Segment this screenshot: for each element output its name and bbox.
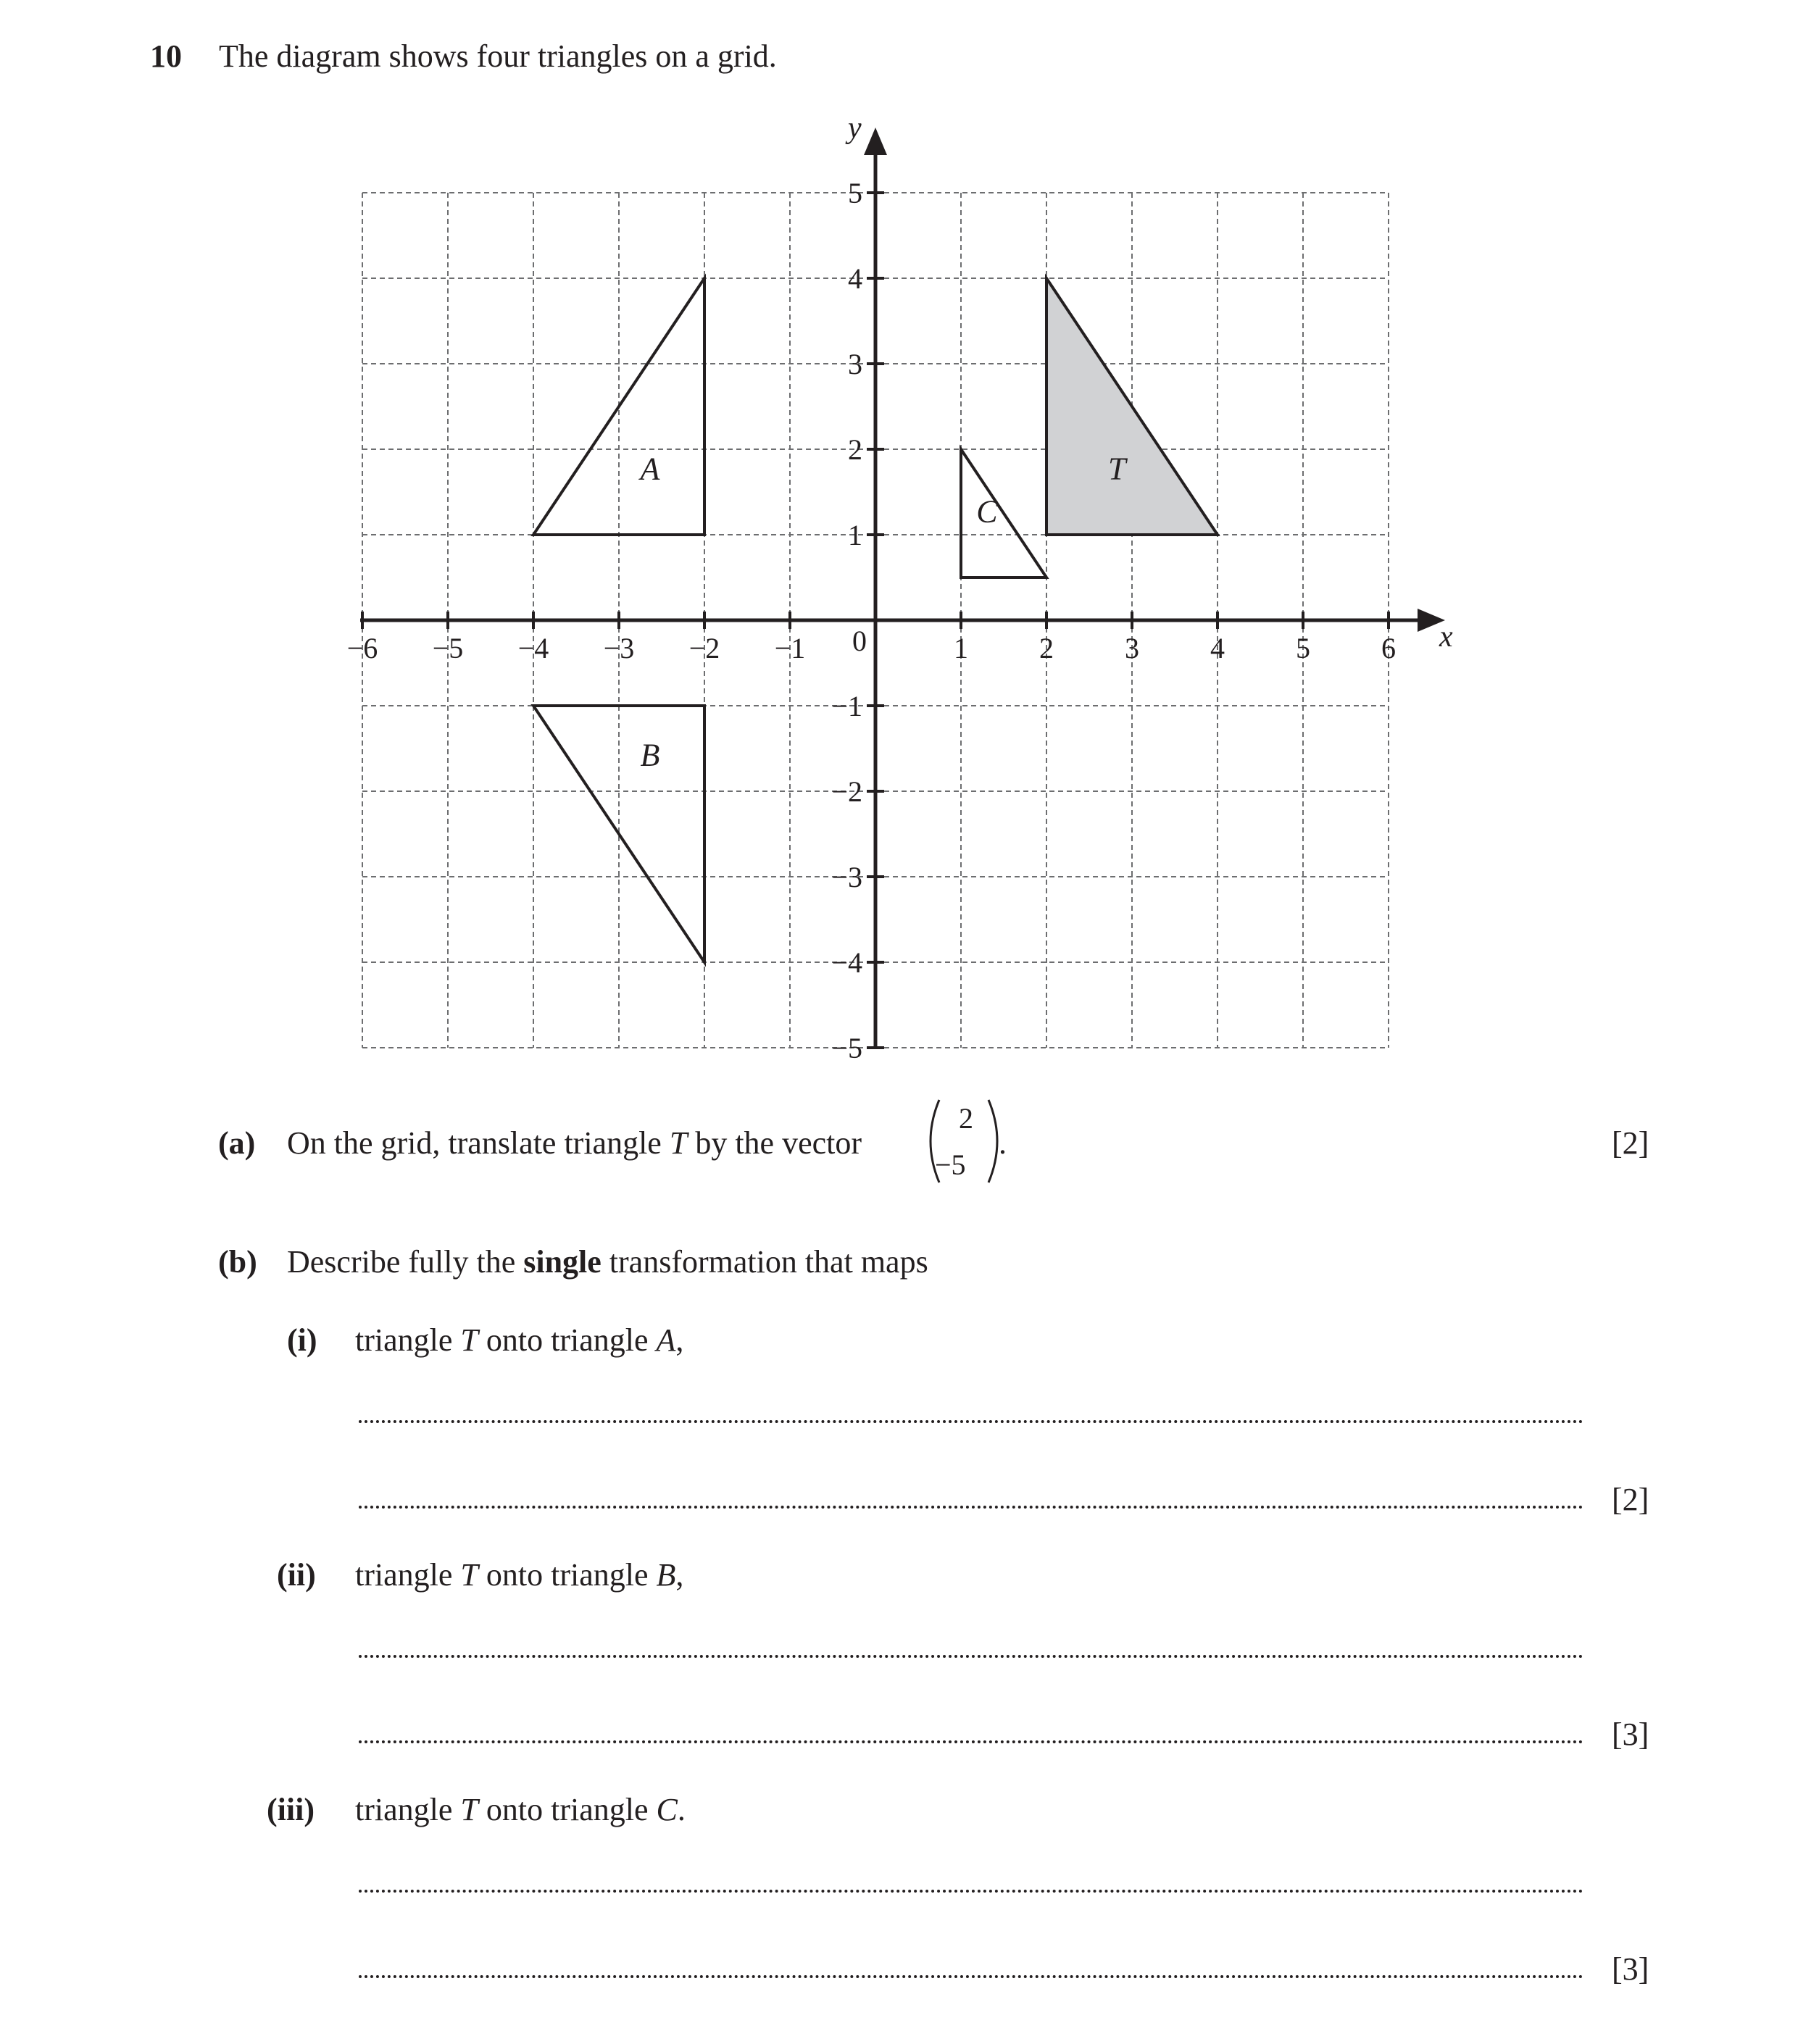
part-a-label: (a) <box>218 1125 256 1161</box>
part-b-i-var2: A <box>656 1322 676 1358</box>
y-tick-label: −1 <box>831 690 862 722</box>
x-tick-label: −4 <box>517 632 549 664</box>
part-b-ii-marks: [3] <box>1612 1716 1649 1752</box>
axes <box>360 128 1445 1048</box>
y-tick-label: −4 <box>831 946 862 979</box>
triangle-label-c: C <box>976 493 998 530</box>
part-b-i-text1: triangle <box>355 1322 461 1358</box>
part-b-i-label: (i) <box>287 1322 317 1358</box>
part-b-ii-text2: onto triangle <box>478 1557 657 1593</box>
answer-line-ii-2[interactable] <box>359 1740 1583 1743</box>
triangle-label-t: T <box>1107 451 1126 487</box>
part-b-iii-var2: C <box>656 1792 678 1827</box>
vector-top: 2 <box>959 1102 973 1135</box>
part-b-i-end: , <box>675 1322 684 1358</box>
part-b-iii-text <box>355 1794 686 1826</box>
x-axis-label: x <box>1439 620 1453 654</box>
x-tick-label: 4 <box>1210 632 1225 664</box>
part-b-text <box>287 1246 928 1278</box>
part-b-i-text <box>355 1322 684 1358</box>
part-b-ii-end: , <box>675 1557 684 1593</box>
answer-line-i-1[interactable] <box>359 1420 1583 1423</box>
part-b-ii-var1: T <box>460 1557 478 1593</box>
part-a-text-after: by the vector <box>687 1125 862 1161</box>
y-tick-label: −5 <box>831 1032 862 1064</box>
part-b-iii-text1: triangle <box>355 1792 461 1827</box>
part-b-i-text2: onto triangle <box>478 1322 657 1358</box>
question-number: 10 <box>150 38 182 74</box>
triangle-c <box>961 449 1046 577</box>
part-b-iii-text2: onto triangle <box>478 1792 657 1827</box>
x-tick-label: 2 <box>1039 632 1054 664</box>
y-axis-arrow <box>864 128 887 155</box>
part-a-marks: [2] <box>1612 1125 1649 1161</box>
y-tick-label: 2 <box>848 433 862 466</box>
y-tick-label: 4 <box>848 262 862 295</box>
answer-line-ii-1[interactable] <box>359 1655 1583 1658</box>
part-b-iii-label: (iii) <box>267 1792 315 1827</box>
part-a-text <box>287 1127 862 1159</box>
part-b-i-marks: [2] <box>1612 1482 1649 1517</box>
y-axis-label: y <box>848 112 862 145</box>
answer-line-i-2[interactable] <box>359 1506 1583 1509</box>
x-tick-label: −5 <box>432 632 464 664</box>
x-tick-label: 1 <box>954 632 968 664</box>
x-tick-label: −2 <box>688 632 720 664</box>
part-b-iii-marks: [3] <box>1612 1951 1649 1987</box>
part-a-var: T <box>669 1125 688 1161</box>
part-b-bold-word: single <box>523 1244 602 1280</box>
answer-line-iii-2[interactable] <box>359 1975 1583 1978</box>
x-tick-label: 3 <box>1125 632 1139 664</box>
origin-label: 0 <box>852 625 867 657</box>
y-tick-label: −3 <box>831 861 862 893</box>
answer-line-iii-1[interactable] <box>359 1890 1583 1893</box>
part-b-iii-end: . <box>677 1792 686 1827</box>
part-b-ii-var2: B <box>656 1557 676 1593</box>
x-tick-label: 5 <box>1296 632 1310 664</box>
part-b-iii-var1: T <box>460 1792 478 1827</box>
part-b-text-before: Describe fully the <box>287 1244 524 1280</box>
question-intro: The diagram shows four triangles on a grid. <box>219 38 777 74</box>
triangle-label-a: A <box>640 451 660 487</box>
x-tick-label: −1 <box>774 632 806 664</box>
part-b-label: (b) <box>218 1244 257 1280</box>
triangle-label-b: B <box>640 737 660 773</box>
y-tick-label: 3 <box>848 348 862 380</box>
vector-bottom: −5 <box>935 1148 966 1181</box>
y-tick-label: 5 <box>848 177 862 209</box>
part-b-i-var1: T <box>460 1322 478 1358</box>
y-tick-label: 1 <box>848 519 862 551</box>
part-a-end: . <box>999 1125 1007 1161</box>
x-tick-label: 6 <box>1381 632 1396 664</box>
part-b-ii-text1: triangle <box>355 1557 461 1593</box>
part-b-ii-label: (ii) <box>277 1557 316 1593</box>
x-tick-label: −6 <box>346 632 378 664</box>
part-a-text-before: On the grid, translate triangle <box>287 1125 670 1161</box>
x-tick-label: −3 <box>603 632 635 664</box>
part-b-text-after: transformation that maps <box>601 1244 928 1280</box>
y-tick-label: −2 <box>831 775 862 808</box>
part-b-ii-text <box>355 1559 683 1591</box>
